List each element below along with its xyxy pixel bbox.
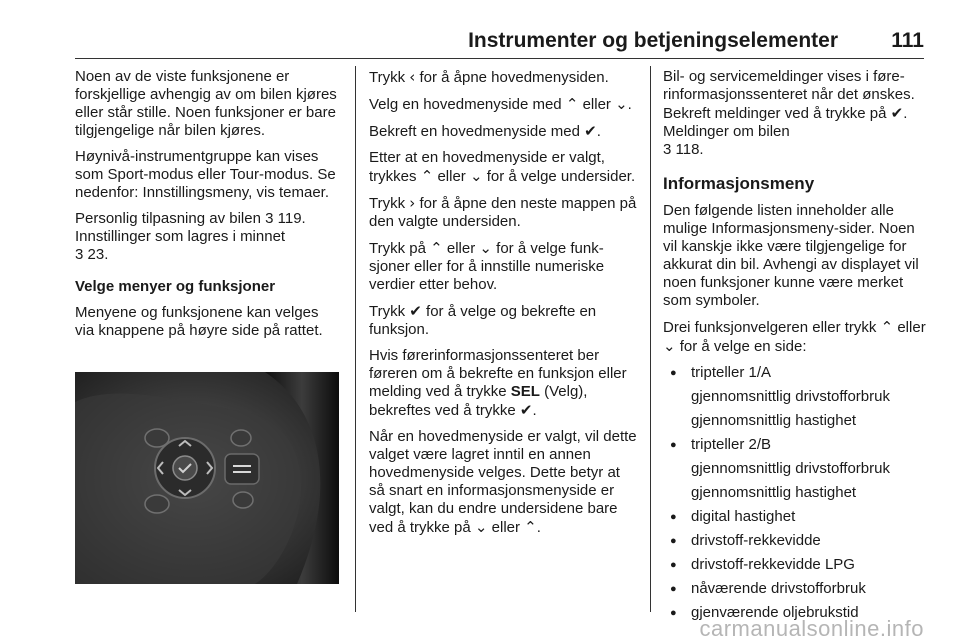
chevron-left-icon: ‹: [409, 68, 416, 86]
paragraph: Drei funksjonvelgeren eller trykk ⌃ eller ⌄ for å velge en side:: [663, 318, 926, 355]
page-number: 111: [891, 29, 924, 52]
column-divider-1: [355, 66, 356, 612]
header-rule: [75, 58, 924, 59]
chevron-down-icon: ⌄: [663, 337, 676, 355]
paragraph: Trykk ✔ for å velge og bekrefte en funksjon.: [369, 302, 597, 338]
chevron-up-icon: ⌃: [420, 167, 434, 185]
checkmark-icon: ✔: [584, 122, 597, 140]
paragraph: Hvis førerinformasjonssenteret ber føreren om å bekrefte en funksjon eller melding ved å trykke SEL (Velg), bekreftes ved å trykke ✔.: [369, 347, 627, 419]
chevron-up-icon: ⌃: [524, 518, 537, 536]
sel-button-label: SEL: [510, 383, 540, 400]
chevron-down-icon: ⌄: [469, 167, 483, 185]
paragraph: Høynivå-instrumentgruppe kan vises som Sport-modus eller Tour-modus. Se nedenfor: Innstillingsmeny, vis temaer.: [75, 148, 336, 201]
chevron-down-icon: ⌄: [474, 518, 488, 536]
list-item: ● drivstoff-rekkevidde LPG: [663, 556, 928, 574]
list-subitem: gjennomsnittlig drivstofforbruk: [691, 460, 890, 477]
list-subitem: gjennomsnittlig hastighet: [691, 484, 857, 501]
checkmark-icon: ✔: [519, 401, 533, 419]
paragraph: Trykk ‹ for å åpne hovedmenysiden.: [369, 68, 609, 86]
paragraph: Den følgende listen inneholder alle mulige Informasjonsmeny-sider. Noen vil kanskje ikke være tilgjengelige for akkurat din bil. Avhengi av displayet vil noen funksjoner kunne være merket som symboler.: [663, 202, 919, 309]
paragraph: Bil- og servicemeldinger vises i førerinformasjonssenteret når det ønskes. Bekreft meldinger ved å trykke på ✔. Meldinger om bilen 3 118.: [663, 68, 915, 158]
list-subitem: gjennomsnittlig drivstofforbruk: [691, 388, 890, 405]
list-item: ● tripteller 1/A: [663, 364, 928, 382]
paragraph: Trykk på ⌃ eller ⌄ for å velge funksjoner eller for å innstille numeriske verdier etter behov.: [369, 239, 605, 293]
paragraph: Bekreft en hovedmenyside med ✔.: [369, 122, 601, 140]
chevron-down-icon: ⌄: [479, 239, 492, 257]
column-divider-2: [650, 66, 651, 612]
list-item: ● digital hastighet: [663, 508, 928, 526]
page-header: [0, 0, 960, 58]
list-item: ● tripteller 2/B: [663, 436, 928, 454]
subheading: Velge menyer og funksjoner: [75, 278, 276, 295]
paragraph: Trykk › for å åpne den neste mappen på den valgte undersiden.: [369, 194, 637, 230]
paragraph: Personlig tilpasning av bilen 3 119. Innstillinger som lagres i minnet 3 23.: [75, 210, 306, 263]
chevron-down-icon: ⌄: [615, 95, 628, 113]
column-2: [369, 68, 637, 545]
checkmark-icon: ✔: [890, 104, 904, 122]
list-item: ● nåværende drivstofforbruk: [663, 580, 928, 598]
checkmark-icon: ✔: [409, 302, 422, 320]
column-3: [663, 68, 928, 628]
chevron-right-icon: ›: [409, 194, 416, 212]
steering-wheel-illustration: [75, 372, 339, 584]
paragraph: Velg en hovedmenyside med ⌃ eller ⌄.: [369, 95, 632, 113]
column-1: [75, 68, 340, 348]
chevron-up-icon: ⌃: [430, 239, 443, 257]
cross-reference-link[interactable]: 3 119.: [265, 210, 306, 227]
information-menu-list: [663, 364, 928, 622]
paragraph: Når en hovedmenyside er valgt, vil dette valget være lagret inntil en annen hovedmenyside velges. Dette betyr at så snart en informasjonsmenyside er valgt, kan du endre undersidene bare ved å trykke på ⌄ eller ⌃.: [369, 428, 637, 536]
paragraph: Etter at en hovedmenyside er valgt, trykkes ⌃ eller ⌄ for å velge undersider.: [369, 149, 636, 185]
cross-reference-link[interactable]: 3 23.: [75, 246, 109, 263]
paragraph: Menyene og funksjonene kan velges via knappene på høyre side på rattet.: [75, 304, 323, 339]
watermark: carmanualsonline.info: [699, 616, 924, 641]
list-subitem: gjennomsnittlig hastighet: [691, 412, 857, 429]
chevron-up-icon: ⌃: [880, 318, 894, 336]
list-item: ● gjenværende oljebrukstid: [663, 604, 928, 622]
header-title: Instrumenter og betjeningselementer: [468, 29, 838, 52]
paragraph: Noen av de viste funksjonene er forskjellige avhengig av om bilen kjøres eller står stille. Noen funksjoner er bare tilgjengelige når bilen kjøres.: [75, 68, 337, 139]
cross-reference-link[interactable]: 3 118.: [663, 141, 704, 158]
list-item: ● drivstoff-rekkevidde: [663, 532, 928, 550]
section-heading: Informasjonsmeny: [663, 174, 815, 193]
chevron-up-icon: ⌃: [565, 95, 579, 113]
